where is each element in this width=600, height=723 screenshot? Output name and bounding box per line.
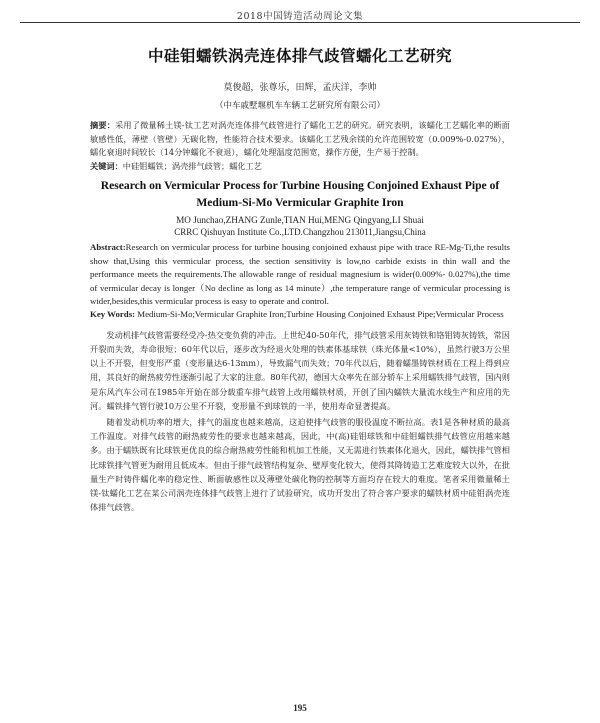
body-paragraph: 随着发动机功率的增大，排气的温度也越来越高，这迫使排气歧管的服役温度不断拉高。表1是各种材质的最高工作温度。对排气歧管的耐热疲劳性的要求也越来越高，因此，中(高)硅钼球铁和中硅钼蠕铁排气歧管应用越来越多。由于蠕铁既有比球铁更优良的综合耐热疲劳性能和机加工性能，又无需进行铁素体化退火，因此，蠕铁排气管相比球铁排气管更为耐用且低成本。但由于排气歧管结构复杂、壁厚变化较大，使得其降铸造工艺难度较大以外，在批量生产时铸件蠕化率的稳定性、断面敏感性以及薄壁处碳化物的控制等方面均存在较大的难度。笔者采用微量稀土镁-钛蠕化工艺在某公司涡壳连体排气歧管上进行了试验研究，成功开发出了符合客户要求的蠕铁材质中硅钼涡壳连体排气歧管。 [90, 417, 510, 513]
title-cn: 中硅钼蠕铁涡壳连体排气歧管蠕化工艺研究 [147, 47, 452, 65]
title-en: Research on Vermicular Process for Turbine Housing Conjoined Exhaust Pipe of Medium-Si-Mo Vermicular Graphite Iron [100, 179, 500, 210]
abstract-en-text: Research on vermicular process for turbine housing conjoined exhaust pipe with trace RE-Mg-Ti,the results show that,Using this vermicular process, the section sensitivity is low,no carbide exists in thin wall and the performance meets the requirements.The allowable range of residual magnesium is wider(0.009%- 0.027%),the time of vermicular decay is longer（No decline as long as 14 minute）,the temperature range of vermicular processing is wider,besides,this vermicular process is easy to operate and control. [90, 242, 510, 306]
paper-page [90, 40, 510, 514]
running-header: 2018中国铸造活动周论文集 [236, 11, 364, 22]
authors-cn: 莫俊超，张尊乐，田辉，孟庆洋，李帅 [223, 83, 377, 93]
body-paragraph: 发动机排气歧管需要经受冷-热交变负荷的冲击。上世纪40-50年代，排气歧管采用灰铸铁和铬钼铸灰铸铁，常因开裂而失效，寿命很短；60年代以后，逐步改为经退火处理的铁素体基球铁（珠光体量<10%），虽然行驶3万公里以上不开裂，但变形严重（变形量达6-13mm），导致漏气而失效；70年代以后，随着蠕墨铸铁材质在工程上得到应用，其良好的耐热疲劳性逐渐引起了大家的注意。80年代初，德国大众率先在部分轿车上采用蠕铁排气歧管，国内则是东风汽车公司在1985年开始在部分载重车排气歧管上改用蠕铁材质，开创了国内蠕铁大量流水线生产和应用的先河。蠕铁排气管行驶10万公里不开裂，变形量不到球铁的一半，使用寿命显著提高。 [90, 329, 510, 411]
abstract-en [90, 241, 510, 308]
header-rule [20, 22, 580, 23]
abstract-en-label: Abstract: [90, 242, 126, 253]
keywords-en-label: Key Words: [90, 309, 136, 320]
keywords-en-text: Medium-Si-Mo;Vermicular Graphite Iron;Turbine Housing Conjoined Exhaust Pipe;Vermicular Process [135, 309, 504, 320]
keywords-en [90, 308, 510, 321]
keywords-cn-text: 中硅钼蠕铁；涡壳排气歧管；蠕化工艺 [122, 160, 262, 171]
affiliation-en: CRRC Qishuyan Institute Co.,LTD.Changzhou 213011,Jiangsu,China [174, 227, 426, 238]
page-number: 195 [293, 703, 307, 713]
abstract-cn-text: 采用了微量稀土镁-钛工艺对涡壳连体排气歧管进行了蠕化工艺的研究。研究表明，该蠕化工艺蠕化率的断面敏感性低，薄壁（管壁）无碳化物，性能符合技术要求。该蠕化工艺残余镁的允许范围较宽（0.009%-0.027%），蠕化衰退时间较长（14分钟蠕化不衰退），蠕化处理温度范围宽，操作方便，生产易于控制。 [90, 120, 510, 158]
keywords-cn [90, 160, 510, 174]
keywords-cn-label: 关键词： [90, 160, 123, 171]
affiliation-cn: （中车戚墅堰机车车辆工艺研究所有限公司） [214, 101, 385, 111]
authors-en: MO Junchao,ZHANG Zunle,TIAN Hui,MENG Qingyang,LI Shuai [176, 215, 424, 226]
abstract-cn-label: 摘要： [90, 120, 116, 130]
abstract-cn [90, 119, 510, 160]
